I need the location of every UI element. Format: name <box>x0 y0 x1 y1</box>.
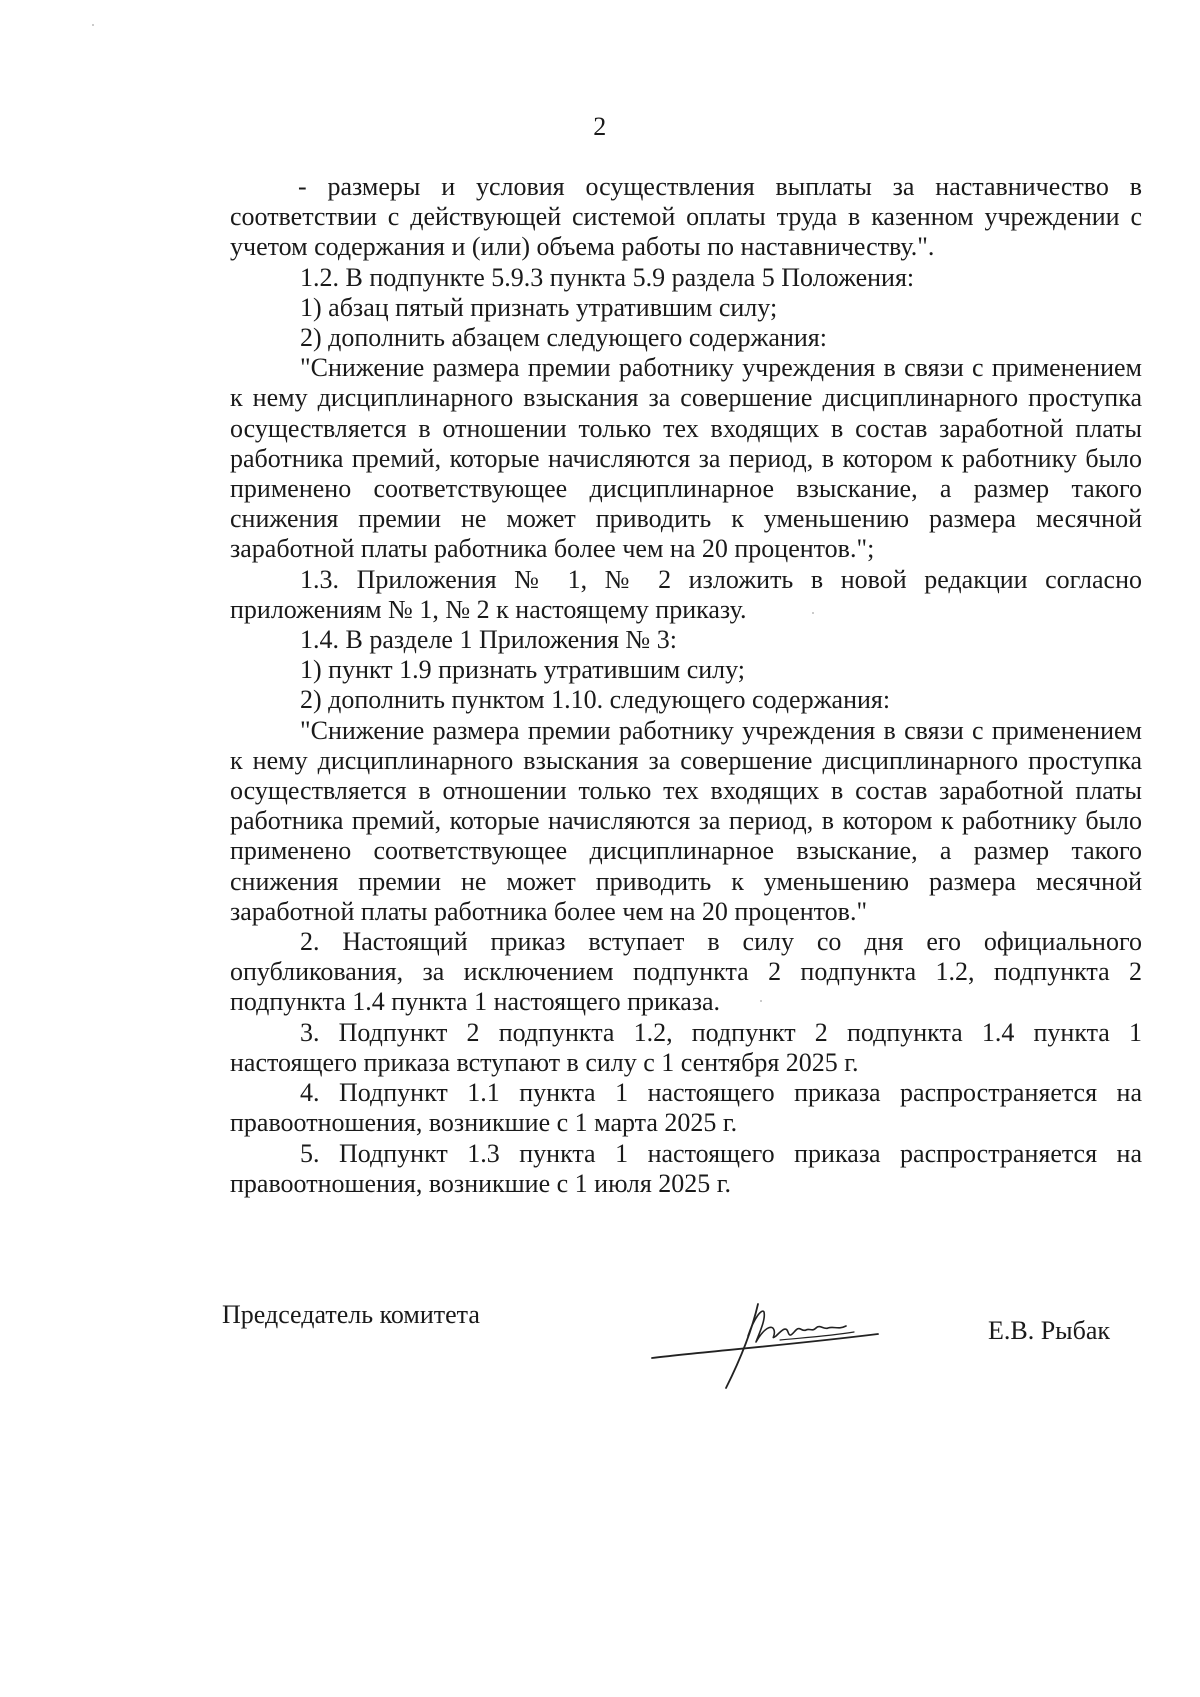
signatory-title: Председатель комитета <box>222 1300 480 1329</box>
paragraph-3: 3. Подпункт 2 подпункта 1.2, подпункт 2 подпункта 1.4 пункта 1 настоящего приказа вступают в силу с 1 сентября 2025 г. <box>230 1017 1142 1077</box>
paragraph-2: 2. Настоящий приказ вступает в силу со дня его официального опубликования, за исключением подпункта 2 подпункта 1.2, подпункта 2 подпункта 1.4 пункта 1 настоящего приказа. <box>230 927 1142 1017</box>
paragraph-mentoring-payments: - размеры и условия осуществления выплаты за наставничество в соответствии с действующей системой оплаты труда в казенном учреждении с учетом содержания и (или) объема работы по наставничеству.". <box>230 172 1142 262</box>
page-number: 2 <box>593 112 607 141</box>
paragraph-1-4-quote: "Снижение размера премии работнику учреждения в связи с применением к нему дисциплинарного взыскания за совершение дисциплинарного проступка осуществляется в отношении только тех входящих в состав заработной платы работника премий, которые начисляются за период, в котором к работнику было применено соответствующее дисциплинарное взыскание, а размер такого снижения премии не может приводить к уменьшению размера месячной заработной платы работника более чем на 20 процентов." <box>230 715 1142 926</box>
paragraph-4: 4. Подпункт 1.1 пункта 1 настоящего приказа распространяется на правоотношения, возникшие с 1 марта 2025 г. <box>230 1078 1142 1138</box>
paragraph-5: 5. Подпункт 1.3 пункта 1 настоящего приказа распространяется на правоотношения, возникшие с 1 июля 2025 г. <box>230 1138 1142 1198</box>
paragraph-1-2-item-1: 1) абзац пятый признать утратившим силу; <box>300 292 778 322</box>
paragraph-1-3: 1.3. Приложения № 1, № 2 изложить в новой редакции согласно приложениям № 1, № 2 к настоящему приказу. <box>230 564 1142 624</box>
paragraph-1-4-item-2: 2) дополнить пунктом 1.10. следующего содержания: <box>300 685 891 715</box>
signature-block <box>0 1290 1200 1410</box>
document-body <box>230 172 1142 1199</box>
scan-speck <box>760 1000 762 1002</box>
paragraph-1-2-heading: 1.2. В подпункте 5.9.3 пункта 5.9 раздела 5 Положения: <box>300 262 915 292</box>
paragraph-1-4-heading: 1.4. В разделе 1 Приложения № 3: <box>300 625 677 655</box>
paragraph-1-2-quote: "Снижение размера премии работнику учреждения в связи с применением к нему дисциплинарного взыскания за совершение дисциплинарного проступка осуществляется в отношении только тех входящих в состав заработной платы работника премий, которые начисляются за период, в котором к работнику было применено соответствующее дисциплинарное взыскание, а размер такого снижения премии не может приводить к уменьшению размера месячной заработной платы работника более чем на 20 процентов."; <box>230 353 1142 564</box>
paragraph-1-2-item-2: 2) дополнить абзацем следующего содержания: <box>300 323 827 353</box>
signatory-name: Е.В. Рыбак <box>988 1316 1111 1345</box>
scan-speck <box>812 612 814 614</box>
scan-speck <box>92 24 94 26</box>
handwritten-signature-icon <box>640 1290 940 1400</box>
paragraph-1-4-item-1: 1) пункт 1.9 признать утратившим силу; <box>300 655 746 685</box>
